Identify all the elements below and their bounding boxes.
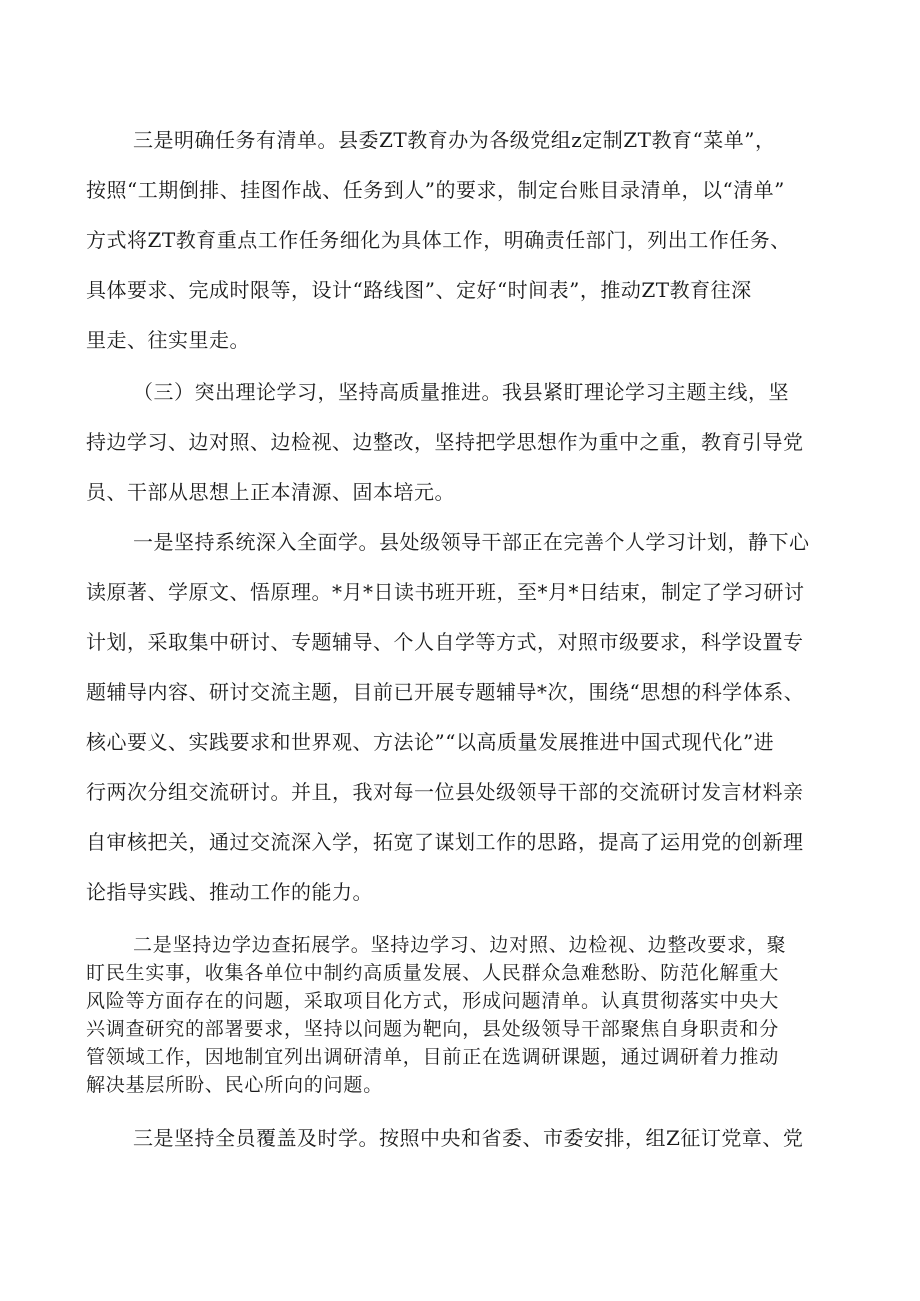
paragraph-line: 具体要求、完成时限等，设计“路线图”、定好“时间表”，推动ZT教育往深 bbox=[86, 278, 752, 302]
paragraph-line: 行两次分组交流研讨。并且，我对每一位县处级领导干部的交流研讨发言材料亲 bbox=[86, 780, 804, 804]
paragraph-line: 题辅导内容、研讨交流主题，目前已开展专题辅导*次，围绕“思想的科学体系、 bbox=[86, 680, 805, 704]
paragraph-line: 计划，采取集中研讨、专题辅导、个人自学等方式，对照市级要求，科学设置专 bbox=[86, 630, 804, 654]
paragraph-line: 盯民生实事，收集各单位中制约高质量发展、人民群众急难愁盼、防范化解重大 bbox=[86, 962, 780, 984]
paragraph-line: 论指导实践、推动工作的能力。 bbox=[86, 880, 373, 904]
paragraph-line: 解决基层所盼、民心所向的问题。 bbox=[86, 1074, 384, 1096]
paragraph-line: 风险等方面存在的问题，采取项目化方式，形成问题清单。认真贯彻落实中央大 bbox=[86, 990, 780, 1012]
paragraph-line: 三是明确任务有清单。县委ZT教育办为各级党组z定制ZT教育“菜单”， bbox=[133, 128, 776, 152]
paragraph-line: 持边学习、边对照、边检视、边整改，坚持把学思想作为重中之重，教育引导党 bbox=[86, 430, 804, 454]
paragraph-line: 兴调查研究的部署要求，坚持以问题为靶向，县处级领导干部聚焦自身职责和分 bbox=[86, 1018, 780, 1040]
section-heading-line: （三）突出理论学习，坚持高质量推进。我县紧盯理论学习主题主线，坚 bbox=[133, 380, 789, 404]
paragraph-line: 按照“工期倒排、挂图作战、任务到人”的要求，制定台账目录清单，以“清单” bbox=[86, 178, 785, 202]
paragraph-line: 管领域工作，因地制宜列出调研清单，目前正在选调研课题，通过调研着力推动 bbox=[86, 1046, 780, 1068]
paragraph-line: 自审核把关，通过交流深入学，拓宽了谋划工作的思路，提高了运用党的创新理 bbox=[86, 830, 804, 854]
paragraph-line: 三是坚持全员覆盖及时学。按照中央和省委、市委安排，组Z征订党章、党 bbox=[133, 1126, 804, 1150]
paragraph-line: 员、干部从思想上正本清源、固本培元。 bbox=[86, 480, 455, 504]
paragraph-line: 方式将ZT教育重点工作任务细化为具体工作，明确责任部门，列出工作任务、 bbox=[86, 228, 791, 252]
paragraph-line: 二是坚持边学边查拓展学。坚持边学习、边对照、边检视、边整改要求，聚 bbox=[133, 934, 787, 956]
paragraph-line: 读原著、学原文、悟原理。*月*日读书班开班，至*月*日结束，制定了学习研讨 bbox=[86, 580, 805, 604]
paragraph-line: 核心要义、实践要求和世界观、方法论”“以高质量发展推进中国式现代化”进 bbox=[86, 730, 775, 754]
paragraph-line: 里走、往实里走。 bbox=[86, 328, 250, 352]
paragraph-line: 一是坚持系统深入全面学。县处级领导干部正在完善个人学习计划，静下心 bbox=[133, 530, 810, 554]
